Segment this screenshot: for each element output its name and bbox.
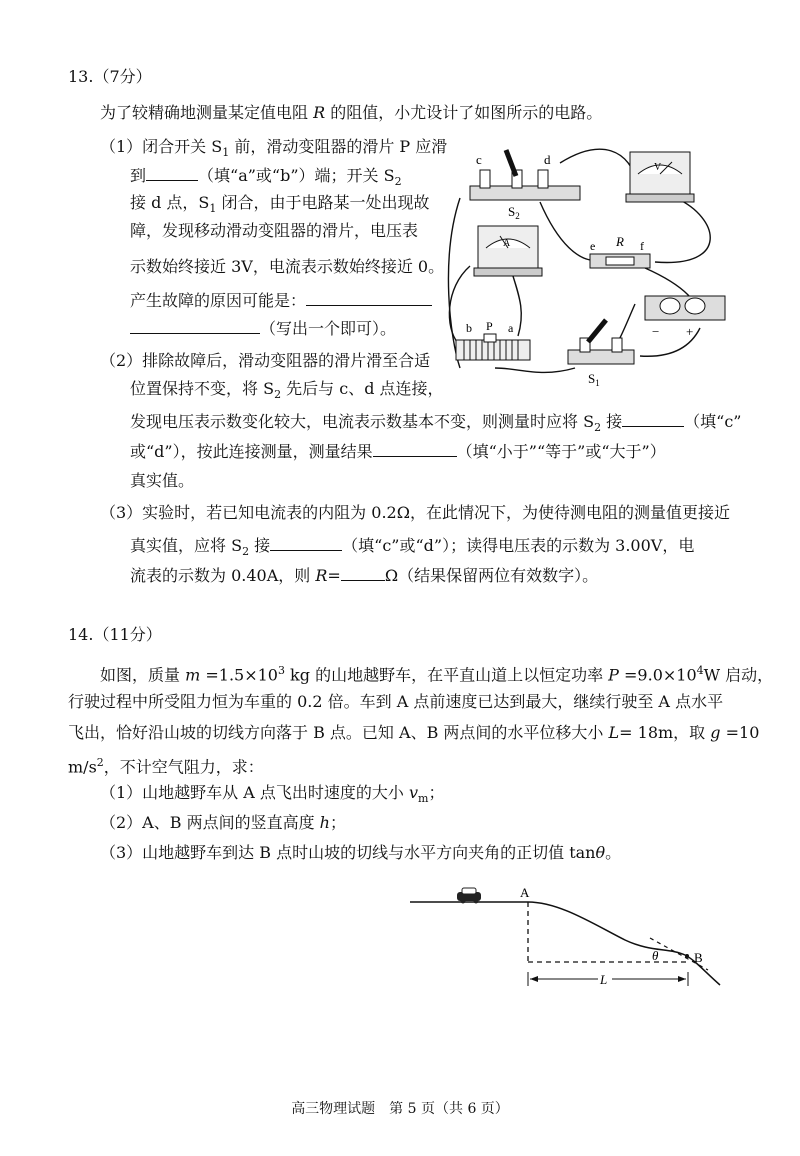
q13-part3-line2: 真实值，应将 $S_2$ 接 （填“c”或“d”）；读得电压表的示数为 3.00V，电 (130, 536, 695, 559)
svg-text:f: f (640, 239, 644, 253)
q13-part2-line2: 位置保持不变，将 $S_2$ 先后与 c、d 点连接， (130, 379, 444, 402)
answer-blank-4[interactable] (373, 440, 457, 457)
answer-blank-2-cont[interactable] (130, 317, 260, 334)
svg-text:A: A (520, 885, 530, 900)
svg-text:e: e (590, 239, 596, 253)
q13-part1-line6: 产生故障的原因可能是： (130, 289, 432, 312)
q14-title: 14.（11分） (68, 625, 162, 644)
q13-part1-line1: （1）闭合开关 $S_1$ 前，滑动变阻器的滑片 P 应滑 (100, 137, 448, 160)
q14-sub3: （3）山地越野车到达 B 点时山坡的切线与水平方向夹角的正切值 tanθ。 (100, 843, 622, 862)
answer-blank-2[interactable] (306, 289, 432, 306)
svg-text:S2: $S_2$ (508, 204, 520, 221)
svg-text:P: P (486, 319, 493, 333)
svg-text:θ: θ (652, 948, 659, 963)
car-icon (457, 888, 481, 904)
q14-sub2: （2）A、B 两点间的竖直高度 h； (100, 813, 346, 832)
svg-text:B: B (694, 950, 703, 965)
answer-blank-5[interactable] (270, 534, 342, 551)
svg-text:R: R (616, 234, 624, 249)
circuit-diagram (440, 138, 740, 398)
q13-part2-line3: 发现电压表示数变化较大，电流表示数基本不变，则测量时应将 $S_2$ 接 （填“c” (130, 412, 742, 435)
answer-blank-6[interactable] (341, 564, 385, 581)
q13-part2-line5: 真实值。 (130, 471, 195, 490)
q13-part1-line4: 障，发现移动滑动变阻器的滑片，电压表 (130, 221, 419, 240)
svg-text:−: − (652, 324, 660, 339)
ammeter (474, 226, 542, 276)
svg-text:b: b (466, 321, 472, 335)
q13-part2-line4: 或“d”），按此连接测量，测量结果 （填“小于”“等于”或“大于”） (130, 442, 666, 461)
svg-text:L: L (600, 972, 608, 987)
q13-part1-line3: 接 d 点，$S_1$ 闭合，由于电路某一处出现故 (130, 193, 430, 216)
q13-part3-line3: 流表的示数为 0.40A，则 R= Ω（结果保留两位有效数字）。 (130, 566, 599, 585)
voltmeter (626, 152, 694, 202)
page-footer: 高三物理试题 第 5 页（共 6 页） (291, 1101, 509, 1117)
q13-part1-line2: 到 （填“a”或“b”）端；开关 $S_2$ (130, 166, 402, 189)
answer-blank-3[interactable] (622, 410, 684, 427)
answer-blank-1[interactable] (146, 164, 198, 181)
resistor-r (590, 234, 650, 268)
q14-line1: 如图，质量 $m =1.5\times 10^3$ kg 的山地越野车，在平直山道上以恒定功率 $P =9.0\times 10^4W$ 启动， (100, 664, 774, 685)
q14-line2: 行驶过程中所受阻力恒为车重的 0.2 倍。车到 A 点前速度已达到最大，继续行驶至 A 点水平 (68, 692, 724, 711)
q13-title: 13.（7分） (68, 67, 152, 86)
q14-sub1: （1）山地越野车从 A 点飞出时速度的大小 $v_m$； (100, 783, 445, 806)
slope-diagram (410, 880, 730, 1000)
q13-part1-line7: （写出一个即可）。 (130, 317, 396, 340)
q14-line3: 飞出，恰好沿山坡的切线方向落于 B 点。已知 A、B 两点间的水平位移大小 L= 18m，取 g =10 (68, 723, 760, 742)
terrain-line (410, 902, 720, 985)
rheostat (456, 319, 530, 360)
svg-text:A: A (503, 238, 511, 249)
svg-text:c: c (476, 152, 482, 167)
q13-part1-line5: 示数始终接近 3V，电流表示数始终接近 0。 (130, 257, 445, 276)
svg-text:d: d (544, 152, 551, 167)
q13-part2-line1: （2）排除故障后，滑动变阻器的滑片滑至合适 (100, 351, 431, 370)
svg-text:V: V (654, 162, 662, 173)
svg-text:+: + (686, 324, 694, 339)
q14-line4: $m/s^2$，不计空气阻力，求： (68, 756, 264, 777)
svg-text:a: a (508, 321, 514, 335)
q13-part3-line1: （3）实验时，若已知电流表的内阻为 0.2Ω，在此情况下，为使待测电阻的测量值更接近 (100, 503, 730, 522)
battery (645, 296, 725, 339)
svg-text:S1: $S_1$ (588, 371, 600, 388)
q13-intro: 为了较精确地测量某定值电阻 R 的阻值，小尤设计了如图所示的电路。 (100, 103, 603, 122)
